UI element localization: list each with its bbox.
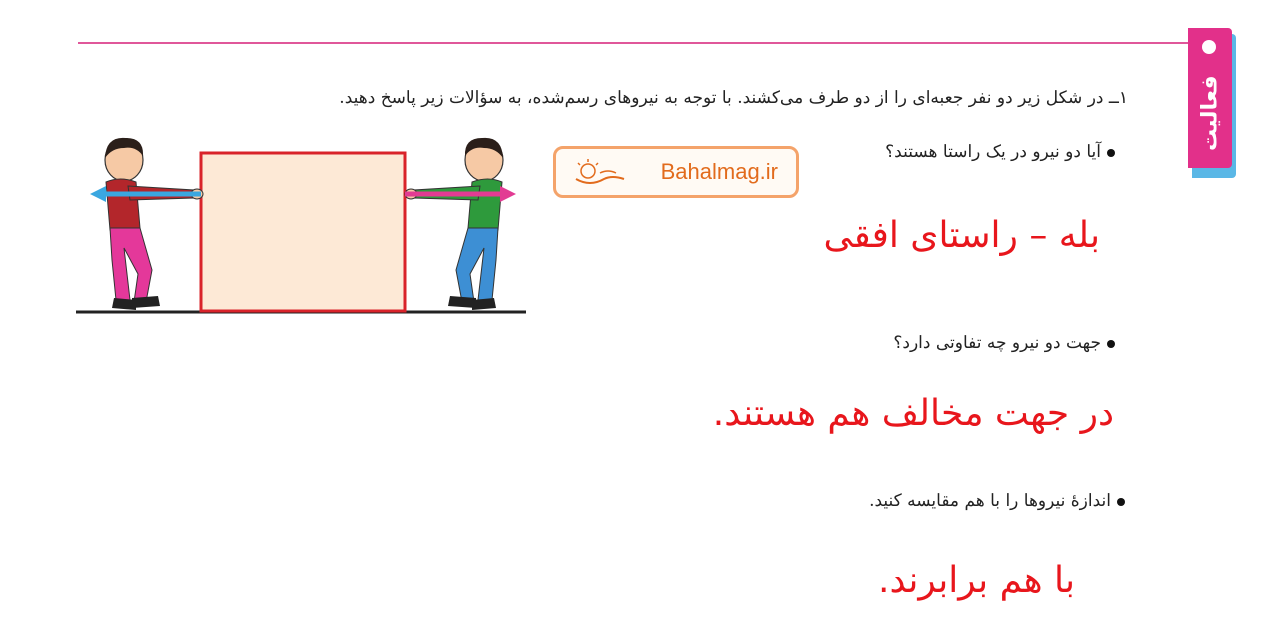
bahal-logo-icon xyxy=(570,157,630,189)
intro-text: ۱ــ در شکل زیر دو نفر جعبه‌ای را از دو طرف می‌کشند. با توجه به نیروهای رسم‌شده، به سؤالات زیر پاسخ دهید. xyxy=(339,88,1128,108)
watermark-text: Bahalmag.ir xyxy=(660,159,778,184)
activity-tab-label: فعالیت xyxy=(1197,75,1223,151)
question-3-text: اندازهٔ نیروها را با هم مقایسه کنید. xyxy=(869,491,1111,511)
answer-3: با هم برابرند. xyxy=(878,560,1075,601)
answer-1: بله – راستای افقی xyxy=(823,215,1100,256)
activity-tab xyxy=(1188,28,1236,178)
bullet-icon xyxy=(1107,340,1115,348)
tug-figure xyxy=(76,130,528,320)
question-1-text: آیا دو نیرو در یک راستا هستند؟ xyxy=(885,142,1101,162)
answer-2: در جهت مخالف هم هستند. xyxy=(712,393,1114,434)
right-child xyxy=(405,138,503,310)
bullet-icon xyxy=(1117,498,1125,506)
left-child xyxy=(105,138,203,310)
watermark-badge xyxy=(553,146,799,198)
top-divider xyxy=(78,42,1188,44)
tug-illustration xyxy=(76,130,528,320)
activity-tab-body xyxy=(1188,28,1232,168)
question-2 xyxy=(893,333,1115,353)
bullet-icon xyxy=(1107,149,1115,157)
box xyxy=(201,153,405,311)
question-3 xyxy=(869,491,1125,511)
tab-dot-icon xyxy=(1202,40,1216,54)
question-1 xyxy=(885,142,1115,162)
question-2-text: جهت دو نیرو چه تفاوتی دارد؟ xyxy=(893,333,1101,353)
